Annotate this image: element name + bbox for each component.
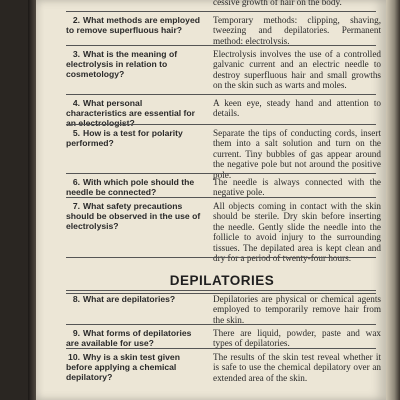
question: [66, 15, 204, 35]
question: [66, 177, 204, 197]
question-text: What methods are employed to remove superfluous hair?: [66, 15, 200, 35]
question-text: What is the meaning of electrolysis in relation to cosmetology?: [66, 49, 178, 79]
answer: There are liquid, powder, paste and wax types of depilatories.: [213, 328, 381, 349]
divider: [66, 124, 376, 125]
question: [66, 328, 204, 348]
question-number: 2.: [72, 15, 80, 25]
question-text: Why is a skin test given before applying a chemical depilatory?: [66, 352, 180, 382]
continuation-text: cessive growth of hair on the body.: [213, 0, 342, 7]
question-number: 4.: [72, 98, 80, 108]
answer: The needle is always connected with the negative pole.: [213, 177, 381, 198]
divider: [66, 11, 376, 12]
question: [66, 128, 204, 148]
question: [66, 294, 204, 304]
question-number: 6.: [72, 177, 80, 187]
section-title: DEPILATORIES: [169, 273, 275, 288]
question-number: 9.: [72, 328, 80, 338]
question: [66, 352, 204, 382]
divider: [66, 45, 376, 46]
divider: [66, 257, 376, 258]
divider: [66, 324, 376, 325]
divider: [66, 173, 376, 174]
question: [66, 201, 204, 231]
answer: Separate the tips of conducting cords, insert them into a salt solution and turn on the current. Tiny bubbles of gas appear around the negative pole but not around the positive pole.: [213, 128, 381, 180]
question-number: 10.: [68, 352, 80, 362]
answer: Temporary methods: clipping, shaving, tweezing and depilatories. Permanent method: electrolysis.: [213, 15, 381, 46]
question-text: What personal characteristics are essential for an electrologist?: [66, 98, 195, 128]
question-text: What safety precautions should be observed in the use of electrolysis?: [66, 201, 201, 231]
question-number: 7.: [72, 201, 80, 211]
question-text: What are depilatories?: [83, 294, 176, 304]
answer: All objects coming in contact with the skin should be sterile. Dry skin before inserting the needle. Gently slide the needle into the follicle to avoid injury to the surrounding tissues. The depilated area is kept clean and dry for a period of twenty-four hours.: [213, 201, 381, 264]
question-number: 5.: [72, 128, 80, 138]
divider: [66, 348, 376, 349]
divider: [66, 197, 376, 198]
question-number: 8.: [72, 294, 80, 304]
answer: Depilatories are physical or chemical agents employed to temporarily remove hair from the skin.: [213, 294, 381, 325]
answer: Electrolysis involves the use of a controlled galvanic current and an electric needle to destroy superfluous hair and small growths on the skin such as warts and moles.: [213, 49, 381, 91]
book-page: [36, 0, 386, 400]
question-text: With which pole should the needle be connected?: [66, 177, 195, 197]
question-text: How is a test for polarity performed?: [66, 128, 183, 148]
answer: A keen eye, steady hand and attention to details.: [213, 98, 381, 119]
answer: The results of the skin test reveal whether it is safe to use the chemical depilatory over an extended area of the skin.: [213, 352, 381, 383]
question: [66, 49, 204, 79]
divider: [66, 94, 376, 95]
page-edge: [386, 0, 400, 400]
question-text: What forms of depilatories are available for use?: [66, 328, 192, 348]
question-number: 3.: [72, 49, 80, 59]
